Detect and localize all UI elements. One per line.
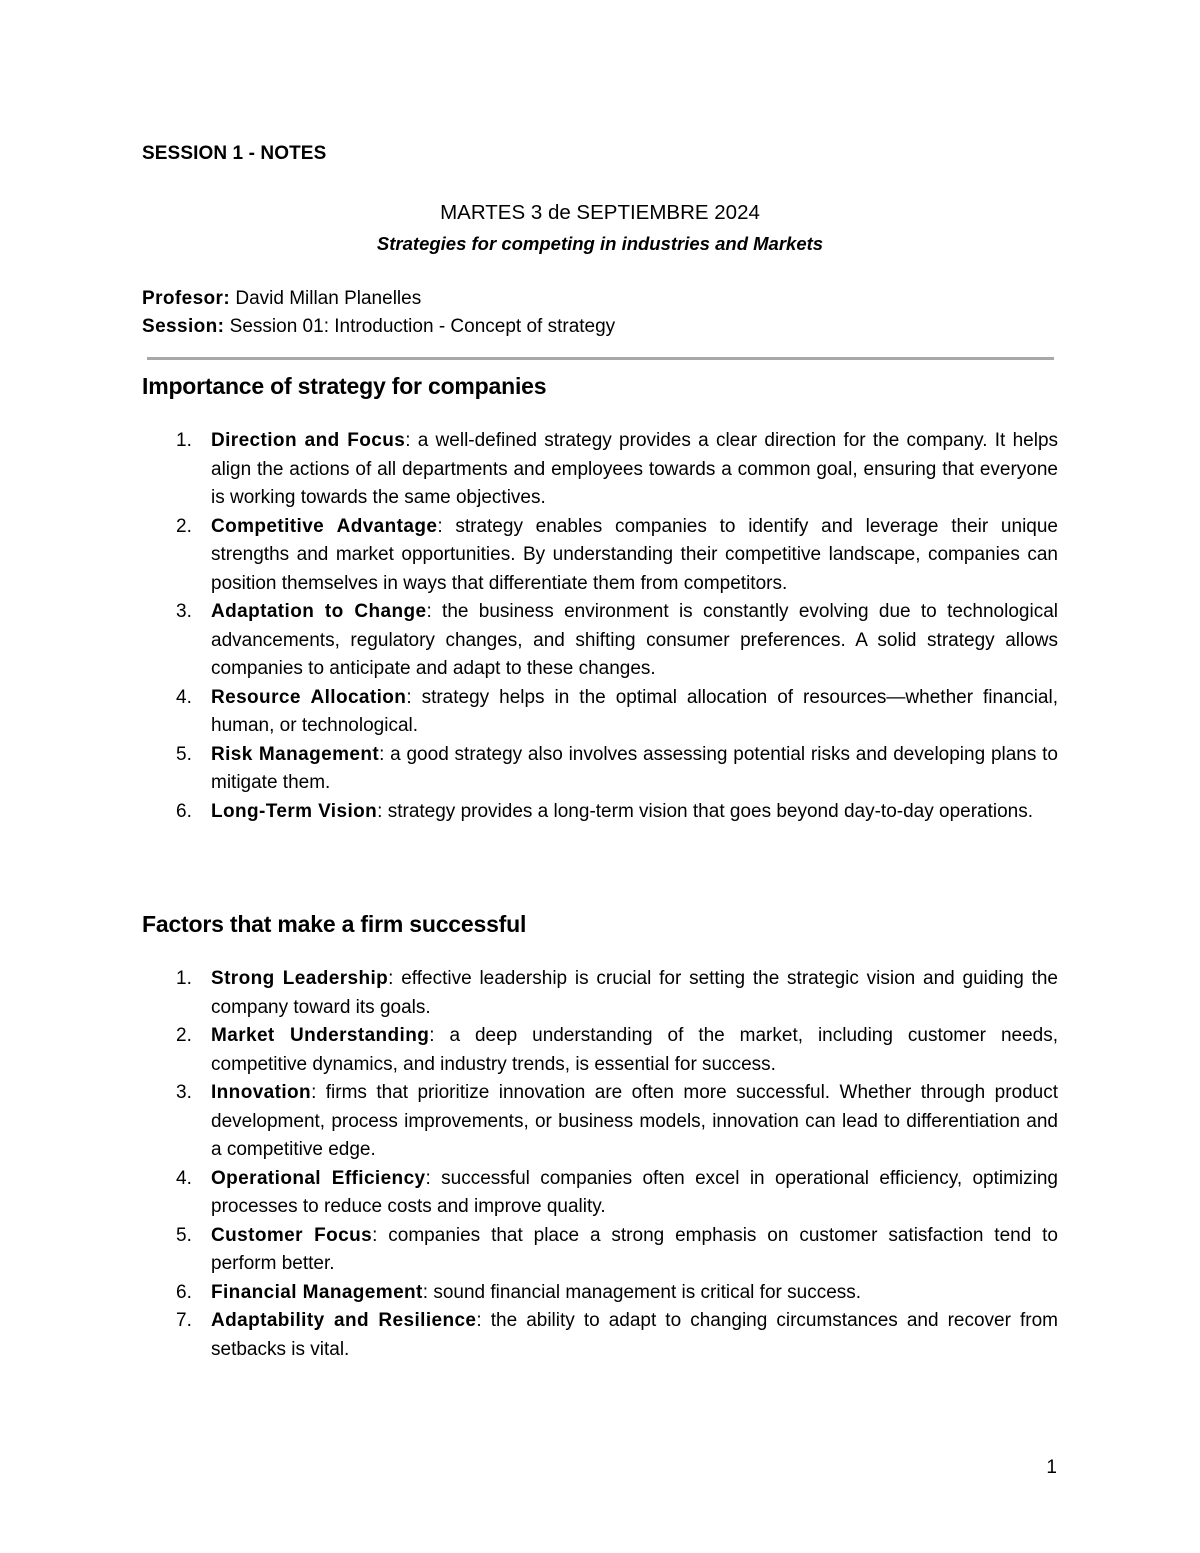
list-item-number: 6. — [176, 1281, 192, 1303]
list-item-text: : sound financial management is critical for success. — [422, 1281, 862, 1303]
list-item-text: : firms that prioritize innovation are often more successful. Whether through product development, process improvements, or business models, innovation can lead to differentiation and a competitive edge. — [211, 1082, 1058, 1160]
list-item-number: 3. — [176, 601, 192, 622]
list-item-term: Strong Leadership — [211, 968, 389, 989]
list-item-term: Financial Management — [211, 1281, 423, 1303]
list-item-term: Competitive Advantage — [211, 515, 438, 537]
list-item-term: Adaptation to Change — [211, 601, 427, 622]
course-title: Strategies for competing in industries and Markets — [376, 233, 824, 254]
list-item — [142, 965, 1058, 1022]
list-item — [142, 513, 1058, 599]
list-item — [142, 1165, 1058, 1222]
list-item-number: 2. — [176, 515, 192, 537]
list-item-term: Long-Term Vision — [211, 800, 378, 822]
profesor-value: David Millan Planelles — [230, 288, 422, 309]
list-item-text: : a deep understanding of the market, including customer needs, competitive dynamics, and industry trends, is essential for success. — [211, 1025, 1058, 1075]
list-item-term: Market Understanding — [211, 1025, 430, 1046]
list-item-number: 6. — [176, 800, 192, 822]
success-factors-list — [142, 965, 1058, 1364]
session-label: SESSION 1 - NOTES — [142, 143, 327, 164]
list-item — [142, 598, 1058, 684]
section-title-importance: Importance of strategy for companies — [142, 373, 547, 399]
list-item-text: : the ability to adapt to changing circumstances and recover from setbacks is vital. — [211, 1310, 1058, 1360]
list-item-text: : successful companies often excel in operational efficiency, optimizing processes to reduce costs and improve quality. — [211, 1167, 1058, 1217]
list-item-term: Customer Focus — [211, 1224, 373, 1246]
list-item — [142, 741, 1058, 798]
profesor-label: Profesor: — [142, 288, 231, 309]
session-line — [142, 316, 615, 338]
list-item-term: Innovation — [211, 1082, 312, 1103]
list-item-term: Adaptability and Resilience — [211, 1310, 477, 1331]
page-number: 1 — [1046, 1457, 1057, 1478]
date-heading: MARTES 3 de SEPTIEMBRE 2024 — [440, 201, 760, 224]
list-item — [142, 427, 1058, 513]
list-item-term: Operational Efficiency — [211, 1167, 426, 1189]
list-item-term: Risk Management — [211, 743, 380, 765]
section-title-success-factors: Factors that make a firm successful — [142, 911, 527, 937]
list-item-number: 4. — [176, 1167, 192, 1189]
list-item-text: : strategy helps in the optimal allocation of resources—whether financial, human, or technological. — [211, 686, 1058, 736]
list-item-number: 5. — [176, 1224, 192, 1246]
list-item — [142, 1279, 1058, 1308]
list-item-text: : strategy provides a long-term vision that goes beyond day-to-day operations. — [377, 800, 1034, 822]
importance-list — [142, 427, 1058, 826]
list-item-number: 4. — [176, 686, 192, 708]
profesor-line — [142, 288, 421, 310]
list-item-text: : effective leadership is crucial for setting the strategic vision and guiding the company toward its goals. — [211, 968, 1058, 1018]
session-meta-value: Session 01: Introduction - Concept of strategy — [224, 316, 616, 337]
list-item-number: 7. — [176, 1310, 192, 1331]
list-item-number: 2. — [176, 1025, 192, 1046]
list-item-text: : the business environment is constantly evolving due to technological advancements, regulatory changes, and shifting consumer preferences. A solid strategy allows companies to anticipate and adapt to these changes. — [211, 601, 1058, 679]
horizontal-divider — [147, 357, 1054, 360]
session-meta-label: Session: — [142, 316, 225, 337]
list-item-number: 1. — [176, 430, 192, 451]
list-item-text: : a good strategy also involves assessing potential risks and developing plans to mitigate them. — [211, 743, 1058, 793]
list-item-number: 1. — [176, 968, 192, 989]
list-item-number: 5. — [176, 743, 192, 765]
list-item — [142, 1022, 1058, 1079]
list-item — [142, 1079, 1058, 1165]
list-item — [142, 798, 1058, 827]
list-item-text: : a well-defined strategy provides a clear direction for the company. It helps align the actions of all departments and employees towards a common goal, ensuring that everyone is working towards the same objectives. — [211, 430, 1059, 508]
list-item-term: Direction and Focus — [211, 430, 406, 451]
list-item-text: : companies that place a strong emphasis on customer satisfaction tend to perform better. — [211, 1224, 1058, 1274]
list-item-text: : strategy enables companies to identify and leverage their unique strengths and market opportunities. By understanding their competitive landscape, companies can position themselves in ways that differentiate them from competitors. — [211, 515, 1058, 594]
list-item-term: Resource Allocation — [211, 686, 407, 708]
list-item — [142, 1222, 1058, 1279]
list-item-number: 3. — [176, 1082, 192, 1103]
list-item — [142, 684, 1058, 741]
list-item — [142, 1307, 1058, 1364]
